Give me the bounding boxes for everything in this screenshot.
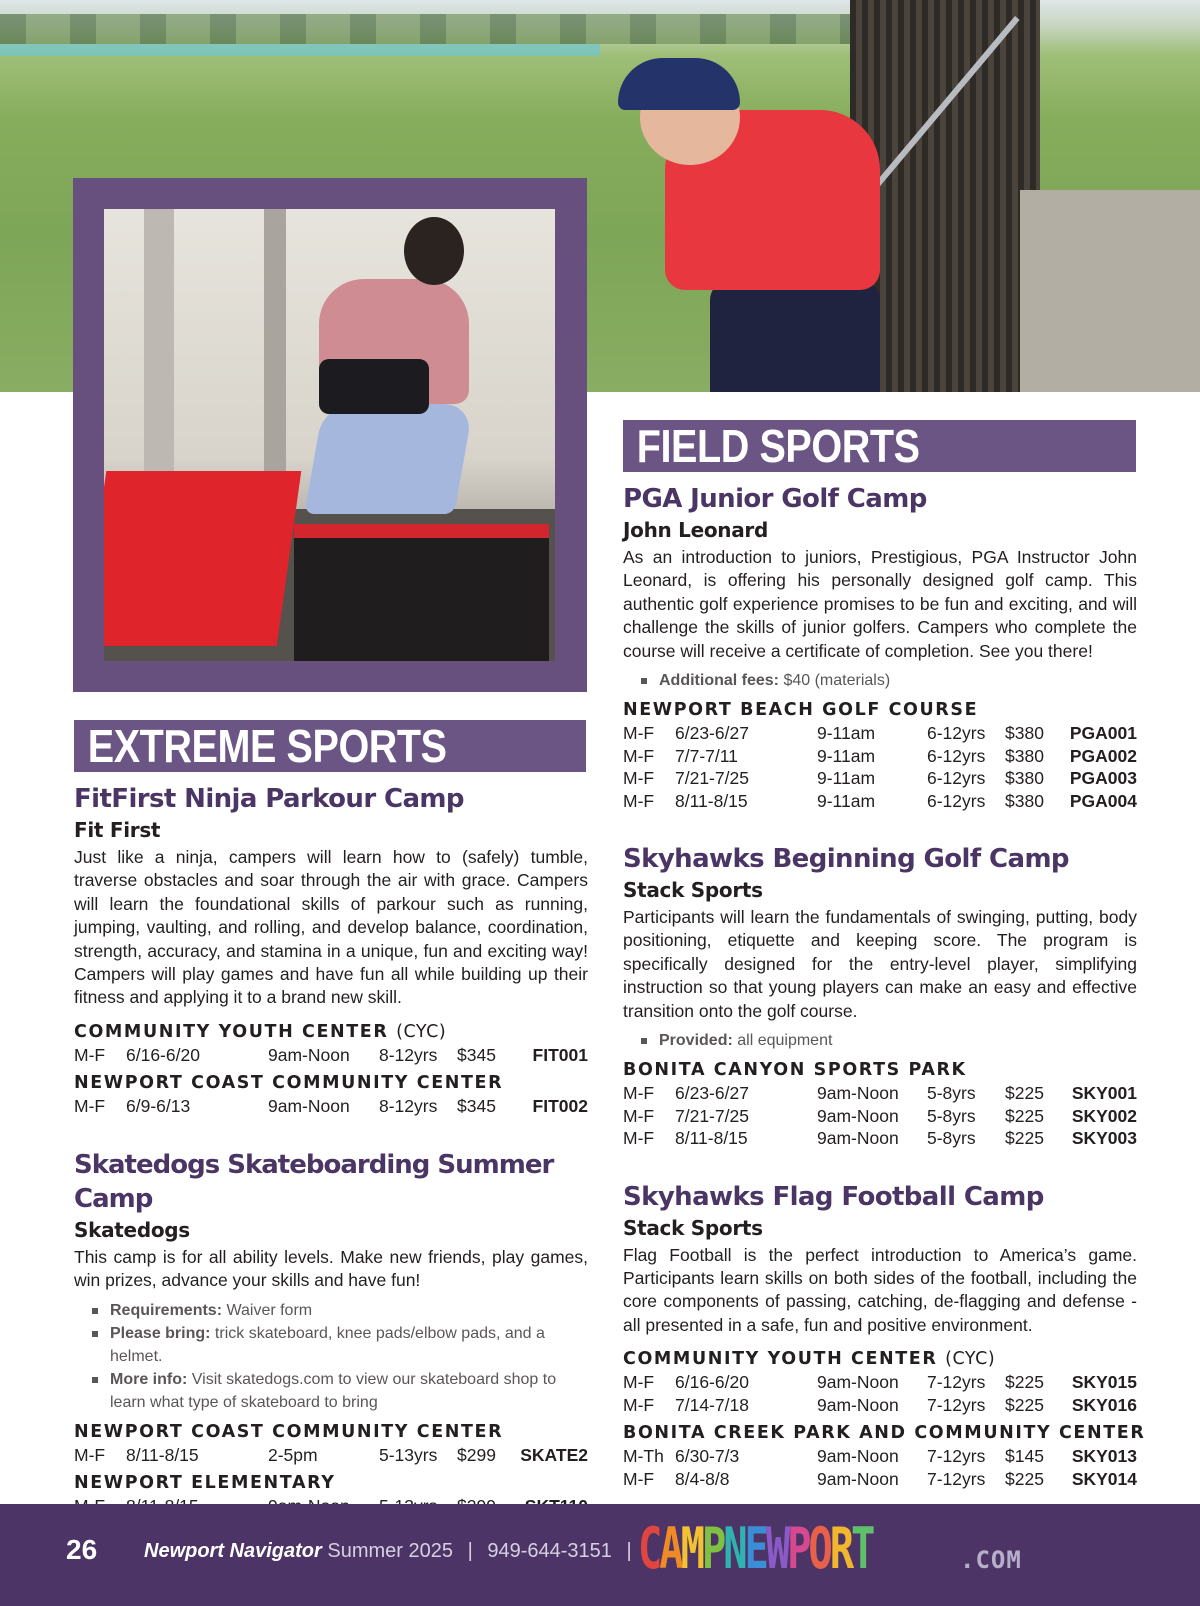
session-table [623, 1082, 1137, 1150]
photo-door-frame-2 [264, 209, 286, 509]
session-table [623, 1371, 1137, 1416]
publication-season: Summer 2025 [327, 1540, 453, 1562]
location-heading: BONITA CREEK PARK AND COMMUNITY CENTER [623, 1423, 1146, 1444]
logo-letter: T [851, 1516, 873, 1583]
session-row: M-F 6/23-6/27 9am-Noon 5-8yrs $225 SKY001 [623, 1083, 1137, 1104]
photo-girl-head [404, 217, 464, 285]
field-sports-heading: FIELD SPORTS [636, 420, 920, 472]
location-heading: BONITA CANYON SPORTS PARK [623, 1060, 967, 1081]
photo-girl-shirt [319, 359, 429, 414]
camp-provider: Stack Sports [623, 878, 763, 903]
course-code: FIT002 [532, 1096, 588, 1117]
hero-pond [0, 44, 600, 56]
camp-title: Skatedogs Skateboarding Summer Camp [74, 1149, 554, 1214]
logo-letter: R [829, 1516, 852, 1583]
camp-description: Participants will learn the fundamentals of swinging, putting, body positioning, etiquette and keeping score. The program is specifically designed for the entry-level player, simplifying instruction so that young players can make an easy and effective transition onto the golf course. [623, 907, 1137, 1021]
course-code: SKY001 [1071, 1083, 1137, 1104]
course-code: SKATE2 [520, 1444, 588, 1465]
course-code: SKY003 [1071, 1128, 1137, 1149]
location-heading: NEWPORT COAST COMMUNITY CENTER [74, 1421, 504, 1442]
photo-girl-legs [304, 404, 473, 514]
camp-title: Skyhawks Beginning Golf Camp [623, 844, 1069, 875]
camp-provider: John Leonard [623, 518, 768, 542]
hero-cart-path [1020, 190, 1200, 392]
logo-letter: E [744, 1516, 766, 1583]
logo-letter: O [808, 1516, 830, 1583]
photo-vault-box [294, 524, 549, 661]
camp-description: Flag Football is the perfect introduction to America’s game. Participants learn skills on both sides of the football, including the core components of passing, catching, de-flagging and defense - all presented in a safe, fun and positive environment. [623, 1244, 1137, 1335]
session-row: M-F 8/4-8/8 9am-Noon 7-12yrs $225 SKY014 [623, 1468, 1137, 1489]
detail-item: Please bring: trick skateboard, knee pads/elbow pads, and a helmet. [92, 1322, 588, 1368]
course-code: SKY016 [1071, 1394, 1137, 1415]
camp-details-list [641, 669, 1137, 692]
parkour-photo [104, 209, 555, 661]
session-table [623, 722, 1137, 812]
camp-ninja-parkour [74, 782, 588, 1118]
session-row: M-F 8/11-8/15 9-11am 6-12yrs $380 PGA004 [623, 790, 1137, 811]
camp-title: PGA Junior Golf Camp [623, 484, 927, 514]
logo-letter: M [680, 1516, 702, 1583]
camp-provider: Skatedogs [74, 1217, 190, 1242]
course-code: SKY013 [1071, 1446, 1137, 1467]
course-code: FIT001 [532, 1044, 588, 1065]
session-row: M-F 7/21-7/25 9-11am 6-12yrs $380 PGA003 [623, 768, 1137, 789]
hero-golfer-legs [710, 280, 880, 392]
camp-description: Just like a ninja, campers will learn how to (safely) tumble, traverse obstacles and soar through the air with grace. Campers will learn the foundational skills of parkour such as running, jumping, vaulting, and rolling, and develop balance, coordination, strength, accuracy, and stamina in a unique, fun and exciting way! Campers will play games and have fun all while building up their fitness and applying it to a brand new skill. [74, 847, 588, 1008]
extreme-sports-heading: EXTREME SPORTS [87, 720, 447, 772]
camp-description: This camp is for all ability levels. Make new friends, play games, win prizes, advance your skills and have fun! [74, 1246, 588, 1291]
extreme-sports-banner [74, 720, 586, 772]
camp-details-list [641, 1029, 1137, 1052]
session-table [74, 1444, 588, 1467]
footer-separator: | [467, 1540, 473, 1562]
camp-title: FitFirst Ninja Parkour Camp [74, 784, 464, 814]
publication-name: Newport Navigator [144, 1540, 322, 1562]
session-row: M-F 6/16-6/20 9am-Noon 7-12yrs $225 SKY015 [623, 1372, 1137, 1393]
camp-skyhawks-golf [623, 842, 1137, 1150]
location-heading: COMMUNITY YOUTH CENTER (CYC) [74, 1021, 447, 1042]
course-code: SKY014 [1071, 1468, 1137, 1489]
course-code: SKY002 [1071, 1105, 1137, 1126]
session-row: M-F 7/7-7/11 9-11am 6-12yrs $380 PGA002 [623, 745, 1137, 766]
page-number: 26 [66, 1534, 98, 1565]
course-code: SKY015 [1071, 1372, 1137, 1393]
session-table [623, 1445, 1137, 1490]
camp-provider: Stack Sports [623, 1215, 763, 1240]
course-code: PGA003 [1069, 768, 1137, 789]
camp-skatedogs [74, 1148, 588, 1518]
camp-description: As an introduction to juniors, Prestigious, PGA Instructor John Leonard, is offering his personally designed golf camp. This authentic golf experience promises to be fun and exciting, and will challenge the skills of junior golfers. Campers who complete the course will receive a certificate of completion. See you there! [623, 547, 1137, 661]
session-row: M-F 8/11-8/15 9am-Noon 5-8yrs $225 SKY003 [623, 1128, 1137, 1149]
logo-letter: C [638, 1516, 660, 1583]
session-row: M-F 8/11-8/15 2-5pm 5-13yrs $299 SKATE2 [74, 1444, 588, 1465]
hero-tree-line [0, 14, 900, 44]
session-row: M-F 6/16-6/20 9am-Noon 8-12yrs $345 FIT001 [74, 1044, 588, 1065]
logo-letter: A [659, 1516, 681, 1583]
location-heading: NEWPORT COAST COMMUNITY CENTER [74, 1073, 504, 1094]
session-row: M-F 6/23-6/27 9-11am 6-12yrs $380 PGA001 [623, 723, 1137, 744]
camp-title: Skyhawks Flag Football Camp [623, 1181, 1044, 1212]
detail-item: Provided: all equipment [641, 1029, 1137, 1052]
detail-item: Additional fees: $40 (materials) [641, 669, 1137, 692]
photo-door-frame [144, 209, 174, 509]
location-heading: NEWPORT ELEMENTARY [74, 1473, 336, 1494]
hero-golfer-cap [618, 58, 740, 110]
page-footer [0, 1504, 1200, 1606]
session-table [74, 1044, 588, 1067]
field-sports-banner [623, 420, 1136, 472]
session-row: M-Th 6/30-7/3 9am-Noon 7-12yrs $145 SKY013 [623, 1446, 1137, 1467]
session-row: M-F 6/9-6/13 9am-Noon 8-12yrs $345 FIT002 [74, 1096, 588, 1117]
phone-number: 949-644-3151 [487, 1540, 612, 1562]
logo-letter: P [787, 1516, 809, 1583]
right-column [623, 482, 1146, 1520]
session-row: M-F 7/21-7/25 9am-Noon 5-8yrs $225 SKY002 [623, 1105, 1137, 1126]
session-table [74, 1095, 588, 1118]
detail-item: More info: Visit skatedogs.com to view our skateboard shop to learn what type of skateboard to bring [92, 1368, 588, 1414]
photo-red-mat [104, 471, 301, 646]
camp-provider: Fit First [74, 818, 161, 842]
camp-skyhawks-flag-football [623, 1180, 1146, 1491]
footer-publication-line [144, 1534, 641, 1568]
campnewport-logo-wordmark [638, 1516, 873, 1583]
course-code: PGA002 [1069, 745, 1137, 766]
course-code: PGA004 [1069, 790, 1137, 811]
course-code: PGA001 [1069, 723, 1137, 744]
location-heading: NEWPORT BEACH GOLF COURSE [623, 700, 979, 721]
location-heading: COMMUNITY YOUTH CENTER (CYC) [623, 1349, 996, 1370]
logo-letter: N [723, 1516, 745, 1583]
footer-separator: | [626, 1540, 632, 1562]
camp-pga-junior-golf [623, 482, 1137, 812]
camp-details-list [92, 1299, 588, 1414]
logo-letter: P [701, 1516, 724, 1583]
logo-letter: W [765, 1516, 788, 1583]
detail-item: Requirements: Waiver form [92, 1299, 588, 1322]
left-column [74, 782, 588, 1548]
campnewport-logo-tld: .COM [960, 1546, 1022, 1574]
session-row: M-F 7/14-7/18 9am-Noon 7-12yrs $225 SKY016 [623, 1394, 1137, 1415]
campnewport-logo [638, 1516, 1022, 1583]
